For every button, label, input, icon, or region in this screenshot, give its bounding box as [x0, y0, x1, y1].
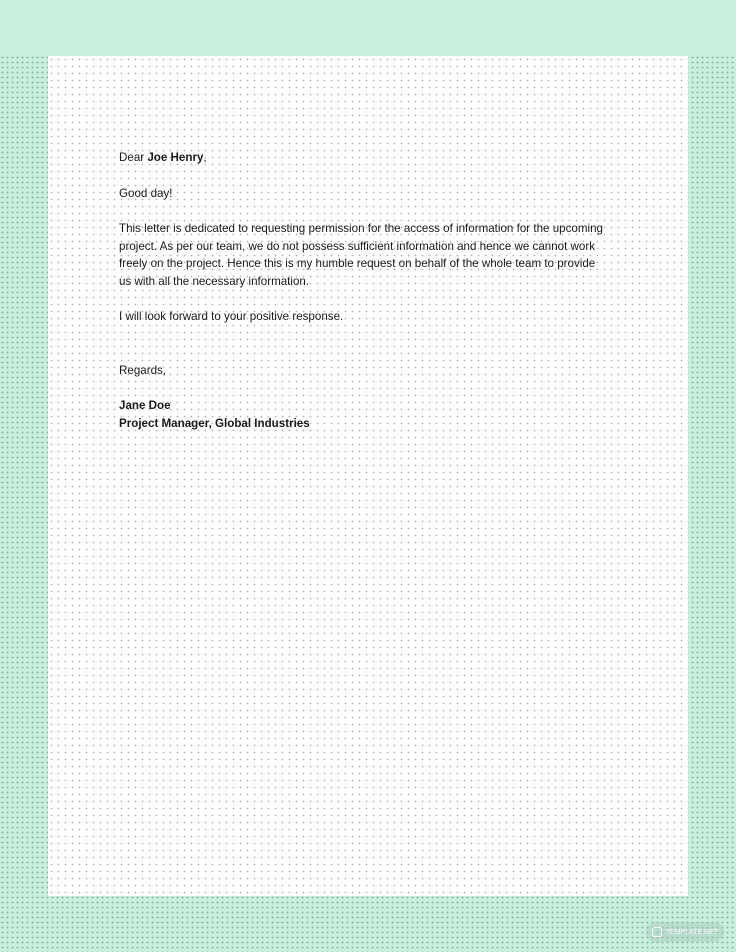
body-line: us with all the necessary information. — [119, 274, 310, 288]
sender-name: Jane Doe — [119, 399, 171, 412]
recipient-name: Joe Henry — [147, 151, 204, 164]
body-line: This letter is dedicated to requesting permission for the access of information for the upcoming — [119, 222, 603, 235]
letter-sheet — [48, 56, 688, 896]
salutation-suffix: , — [203, 151, 207, 164]
body-line: project. As per our team, we do not possess sufficient information and hence we cannot work — [119, 239, 596, 253]
salutation — [119, 149, 619, 167]
greeting: Good day! — [119, 186, 173, 200]
salutation-prefix: Dear — [119, 151, 148, 164]
sender-title: Project Manager, Global Industries — [119, 416, 310, 430]
body-paragraph — [119, 220, 619, 290]
top-band — [0, 0, 736, 55]
signoff: Regards, — [119, 363, 167, 377]
template-logo-icon — [652, 927, 662, 937]
body-line: freely on the project. Hence this is my humble request on behalf of the whole team to provide — [119, 257, 596, 270]
letter-body — [119, 149, 619, 432]
watermark — [646, 922, 724, 942]
watermark-text: TEMPLATE.NET — [665, 928, 719, 936]
closing-line: I will look forward to your positive response. — [119, 310, 344, 323]
